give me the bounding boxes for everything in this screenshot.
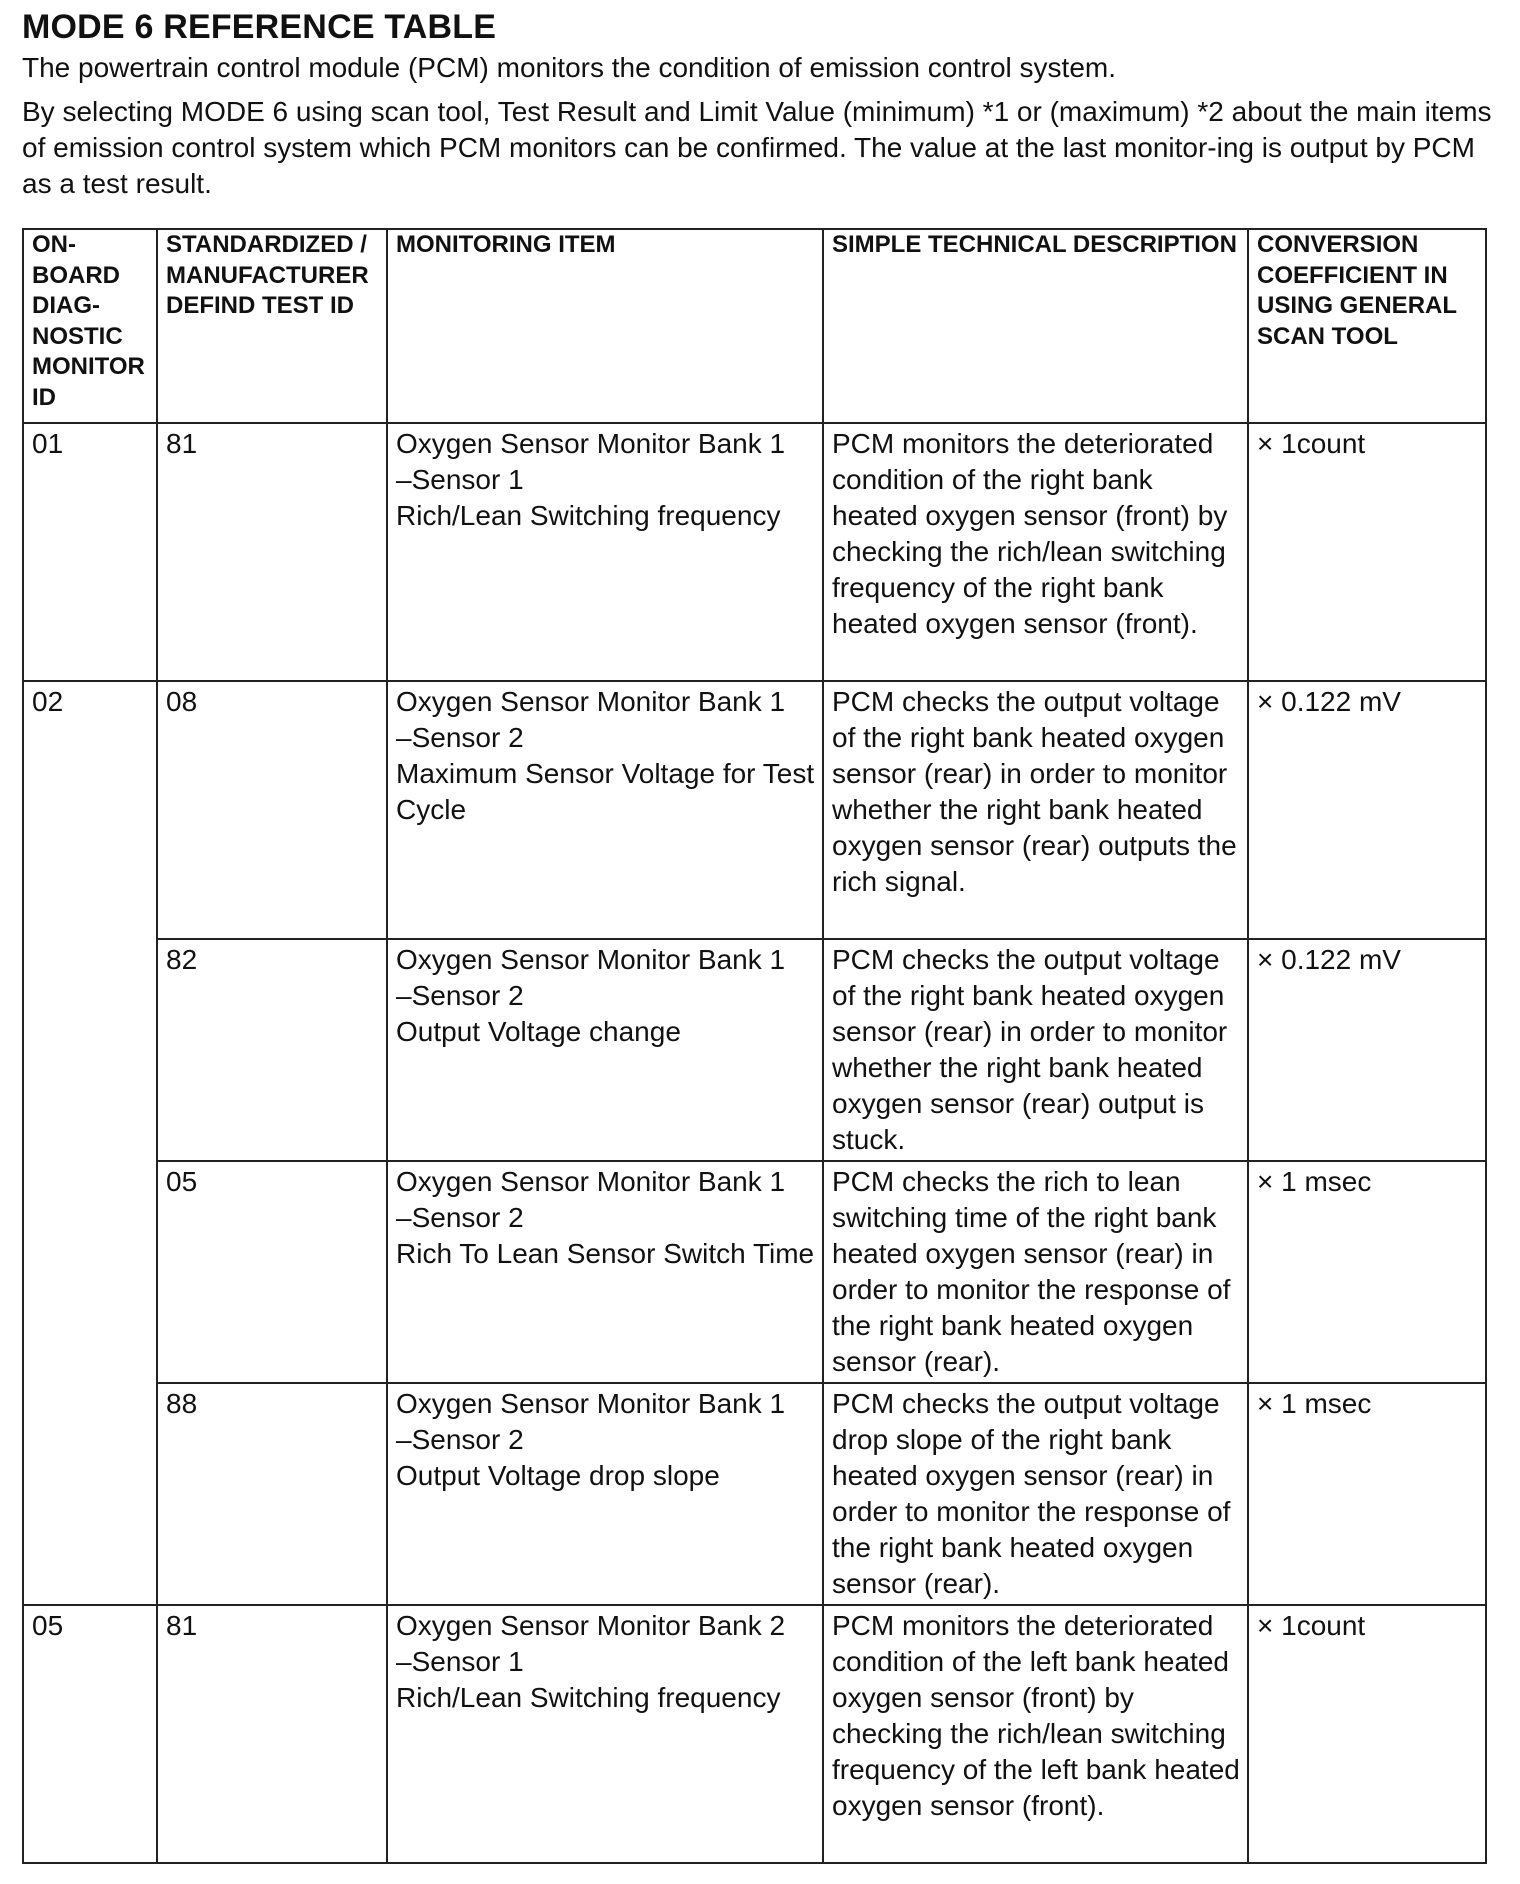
conversion-cell: × 0.122 mV: [1248, 939, 1486, 1161]
item-line: –Sensor 2: [396, 980, 524, 1011]
conversion-cell: × 0.122 mV: [1248, 681, 1486, 939]
conversion-cell: × 1count: [1248, 1605, 1486, 1863]
test-id-cell: 05: [157, 1161, 387, 1383]
item-line: Oxygen Sensor Monitor Bank 1: [396, 944, 786, 975]
table-row: [23, 1383, 1486, 1605]
test-id-cell: 88: [157, 1383, 387, 1605]
mode6-reference-table: [22, 228, 1487, 1864]
test-id-cell: 82: [157, 939, 387, 1161]
monitor-id-cell: 05: [23, 1605, 157, 1863]
table-row: [23, 939, 1486, 1161]
item-line: Oxygen Sensor Monitor Bank 1: [396, 1388, 786, 1419]
header-conversion: CONVERSION COEFFICIENT IN USING GENERAL SCAN TOOL: [1248, 229, 1486, 423]
document-page: [22, 6, 1502, 1821]
item-line: –Sensor 1: [396, 464, 524, 495]
item-line: Oxygen Sensor Monitor Bank 2: [396, 1610, 786, 1641]
table-row: [23, 1161, 1486, 1383]
table-row: [23, 423, 1486, 681]
test-id-cell: 81: [157, 1605, 387, 1863]
header-test-id: STANDARDIZED / MANUFACTURER DEFIND TEST ID: [157, 229, 387, 423]
item-line: Rich To Lean Sensor Switch Time: [396, 1238, 815, 1269]
item-line: Output Voltage drop slope: [396, 1460, 720, 1491]
header-monitor-id: ON-BOARD DIAG-NOSTIC MONITOR ID: [23, 229, 157, 423]
item-line: –Sensor 2: [396, 1202, 524, 1233]
item-line: Oxygen Sensor Monitor Bank 1: [396, 428, 786, 459]
item-line: –Sensor 2: [396, 1424, 524, 1455]
intro-paragraph-1: The powertrain control module (PCM) monitors the condition of emission control system.: [22, 52, 1116, 83]
item-line: Output Voltage change: [396, 1016, 681, 1047]
monitor-id-cell: 01: [23, 423, 157, 681]
monitoring-item-cell: [387, 1383, 823, 1605]
test-id-cell: 81: [157, 423, 387, 681]
intro-paragraph-2: By selecting MODE 6 using scan tool, Test Result and Limit Value (minimum) *1 or (maximum) *2 about the main items of emission control system which PCM monitors can be confirmed. The value at the last monitor-ing is output by PCM as a test result.: [22, 96, 1492, 199]
description-cell: PCM checks the output voltage of the right bank heated oxygen sensor (rear) in order to monitor whether the right bank heated oxygen sensor (rear) output is stuck.: [823, 939, 1248, 1161]
description-cell: PCM checks the output voltage drop slope of the right bank heated oxygen sensor (rear) in order to monitor the response of the right bank heated oxygen sensor (rear).: [823, 1383, 1248, 1605]
description-cell: PCM checks the rich to lean switching time of the right bank heated oxygen sensor (rear) in order to monitor the response of the right bank heated oxygen sensor (rear).: [823, 1161, 1248, 1383]
header-monitoring-item: MONITORING ITEM: [387, 229, 823, 423]
conversion-cell: × 1 msec: [1248, 1383, 1486, 1605]
monitoring-item-cell: [387, 1161, 823, 1383]
monitoring-item-cell: [387, 939, 823, 1161]
description-cell: PCM monitors the deteriorated condition of the right bank heated oxygen sensor (front) by checking the rich/lean switching frequency of the right bank heated oxygen sensor (front).: [823, 423, 1248, 681]
table-row: [23, 1605, 1486, 1863]
description-cell: PCM monitors the deteriorated condition of the left bank heated oxygen sensor (front) by checking the rich/lean switching frequency of the left bank heated oxygen sensor (front).: [823, 1605, 1248, 1863]
description-cell: PCM checks the output voltage of the right bank heated oxygen sensor (rear) in order to monitor whether the right bank heated oxygen sensor (rear) outputs the rich signal.: [823, 681, 1248, 939]
item-line: Rich/Lean Switching frequency: [396, 500, 781, 531]
item-line: Oxygen Sensor Monitor Bank 1: [396, 1166, 786, 1197]
table-row: [23, 681, 1486, 939]
page-title: MODE 6 REFERENCE TABLE: [22, 8, 497, 46]
monitoring-item-cell: [387, 1605, 823, 1863]
item-line: –Sensor 1: [396, 1646, 524, 1677]
test-id-cell: 08: [157, 681, 387, 939]
monitoring-item-cell: [387, 423, 823, 681]
conversion-cell: × 1 msec: [1248, 1161, 1486, 1383]
item-line: –Sensor 2: [396, 722, 524, 753]
item-line: Oxygen Sensor Monitor Bank 1: [396, 686, 786, 717]
item-line: Maximum Sensor Voltage for Test Cycle: [396, 758, 815, 825]
conversion-cell: × 1count: [1248, 423, 1486, 681]
monitor-id-cell: 02: [23, 681, 157, 1605]
header-description: SIMPLE TECHNICAL DESCRIPTION: [823, 229, 1248, 423]
monitoring-item-cell: [387, 681, 823, 939]
table-header-row: [23, 229, 1486, 423]
item-line: Rich/Lean Switching frequency: [396, 1682, 781, 1713]
